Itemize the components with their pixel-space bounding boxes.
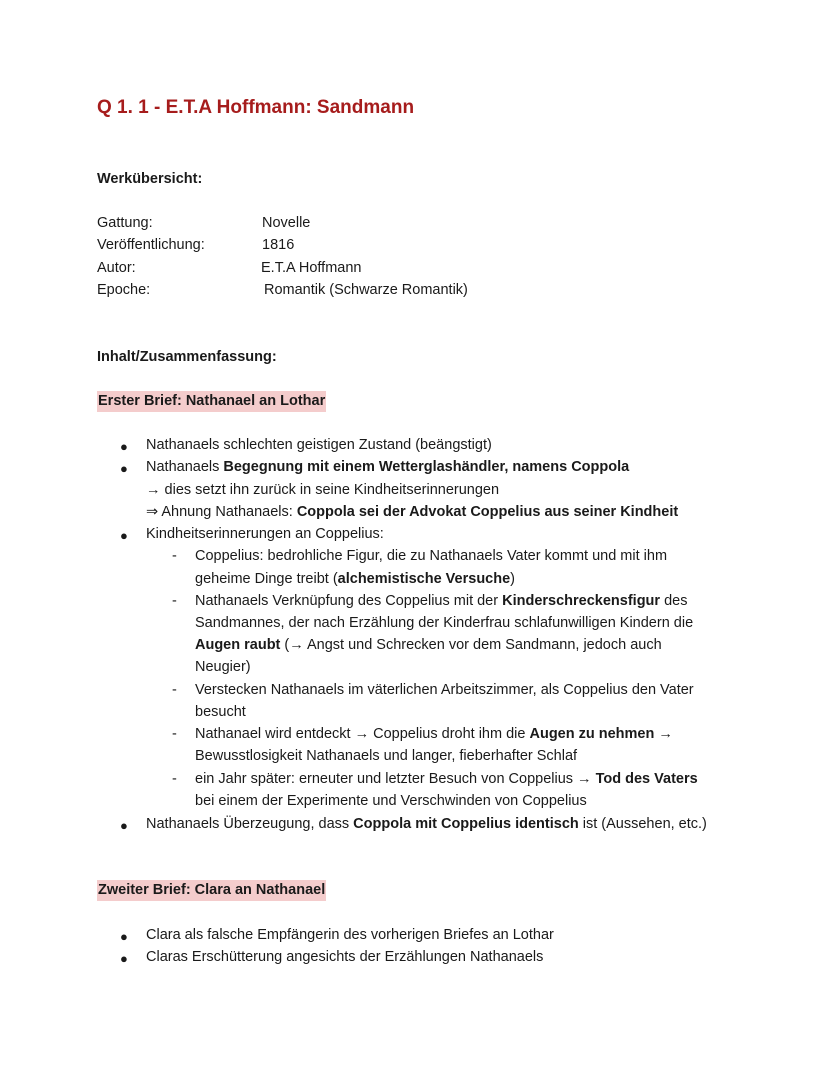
text: Nathanaels	[146, 459, 224, 475]
letter1-dash-2-line-1	[195, 593, 687, 609]
text: (→ Angst und Schrecken vor dem Sandmann, jedoch auch	[280, 637, 662, 653]
bold-text: Coppola mit Coppelius identisch	[353, 816, 579, 832]
letter1-heading-text: Erster Brief: Nathanael an Lothar	[97, 391, 326, 412]
overview-label-published: Veröffentlichung:	[97, 237, 205, 253]
letter1-dash-2-line-2: Sandmannes, der nach Erzählung der Kinderfrau schlafunwilligen Kindern die	[195, 615, 694, 631]
letter1-dash-4-line-1	[195, 726, 673, 742]
bullet-icon: ●	[120, 528, 128, 543]
bullet-icon: ●	[120, 951, 128, 966]
bullet-icon: ●	[120, 439, 128, 454]
letter1-bullet-2-sub-2	[146, 504, 678, 520]
letter1-heading	[97, 393, 326, 409]
letter1-dash-1-line-2	[195, 571, 515, 587]
text: Nathanaels Verknüpfung des Coppelius mit der	[195, 593, 503, 609]
letter1-dash-3-line-2: besucht	[195, 704, 246, 720]
letter1-dash-1-line-1: Coppelius: bedrohliche Figur, die zu Nathanaels Vater kommt und mit ihm	[195, 548, 668, 564]
bullet-icon: ●	[120, 818, 128, 833]
letter1-dash-5-line-2: bei einem der Experimente und Verschwinden von Coppelius	[195, 793, 587, 809]
bold-text: Tod des Vaters	[595, 771, 698, 787]
bold-text: Augen raubt	[195, 637, 281, 653]
overview-heading: Werkübersicht:	[97, 171, 203, 187]
summary-heading: Inhalt/Zusammenfassung:	[97, 349, 277, 365]
text: Nathanael wird entdeckt → Coppelius droht ihm die	[195, 726, 530, 742]
overview-value-genre: Novelle	[262, 215, 311, 231]
letter2-heading-text: Zweiter Brief: Clara an Nathanael	[97, 880, 326, 901]
letter1-dash-3-line-1: Verstecken Nathanaels im väterlichen Arbeitszimmer, als Coppelius den Vater	[195, 682, 694, 698]
dash-icon: -	[172, 771, 177, 787]
letter1-bullet-2	[146, 459, 629, 475]
page-title: Q 1. 1 - E.T.A Hoffmann: Sandmann	[97, 97, 415, 118]
letter1-bullet-2-sub-1: → dies setzt ihn zurück in seine Kindheitserinnerungen	[146, 482, 500, 498]
bullet-icon: ●	[120, 929, 128, 944]
overview-label-epoch: Epoche:	[97, 282, 151, 298]
letter1-bullet-1: Nathanaels schlechten geistigen Zustand (beängstigt)	[146, 437, 492, 453]
text: ⇒ Ahnung Nathanaels:	[146, 504, 297, 520]
letter2-bullet-2: Claras Erschütterung angesichts der Erzählungen Nathanaels	[146, 949, 544, 965]
bold-text: Kinderschreckensfigur	[502, 593, 661, 609]
text: ist (Aussehen, etc.)	[578, 816, 707, 832]
dash-icon: -	[172, 548, 177, 564]
letter1-bullet-3: Kindheitserinnerungen an Coppelius:	[146, 526, 384, 542]
letter2-bullet-1: Clara als falsche Empfängerin des vorherigen Briefes an Lothar	[146, 927, 554, 943]
bold-text: Augen zu nehmen	[529, 726, 655, 742]
dash-icon: -	[172, 682, 177, 698]
dash-icon: -	[172, 726, 177, 742]
dash-icon: -	[172, 593, 177, 609]
overview-value-author: E.T.A Hoffmann	[261, 260, 362, 276]
bullet-icon: ●	[120, 461, 128, 476]
bold-text: alchemistische Versuche	[337, 571, 511, 587]
overview-value-epoch: Romantik (Schwarze Romantik)	[264, 282, 468, 298]
bold-text: Begegnung mit einem Wetterglashändler, namens Coppola	[223, 459, 630, 475]
text: )	[510, 571, 516, 587]
letter2-heading	[97, 882, 326, 898]
letter1-dash-2-line-4: Neugier)	[195, 659, 251, 675]
text: →	[654, 726, 673, 742]
letter1-bullet-4	[146, 816, 707, 832]
letter1-dash-5-line-1	[195, 771, 698, 787]
letter1-dash-4-line-2: Bewusstlosigkeit Nathanaels und langer, fieberhafter Schlaf	[195, 748, 578, 764]
overview-value-published: 1816	[262, 237, 295, 253]
text: geheime Dinge treibt (	[195, 571, 338, 587]
text: ein Jahr später: erneuter und letzter Besuch von Coppelius →	[195, 771, 596, 787]
text: des	[660, 593, 688, 609]
bold-text: Coppola sei der Advokat Coppelius aus seiner Kindheit	[296, 504, 679, 520]
overview-label-genre: Gattung:	[97, 215, 153, 231]
letter1-dash-2-line-3	[195, 637, 662, 653]
overview-label-author: Autor:	[97, 260, 136, 276]
text: Nathanaels Überzeugung, dass	[146, 816, 354, 832]
